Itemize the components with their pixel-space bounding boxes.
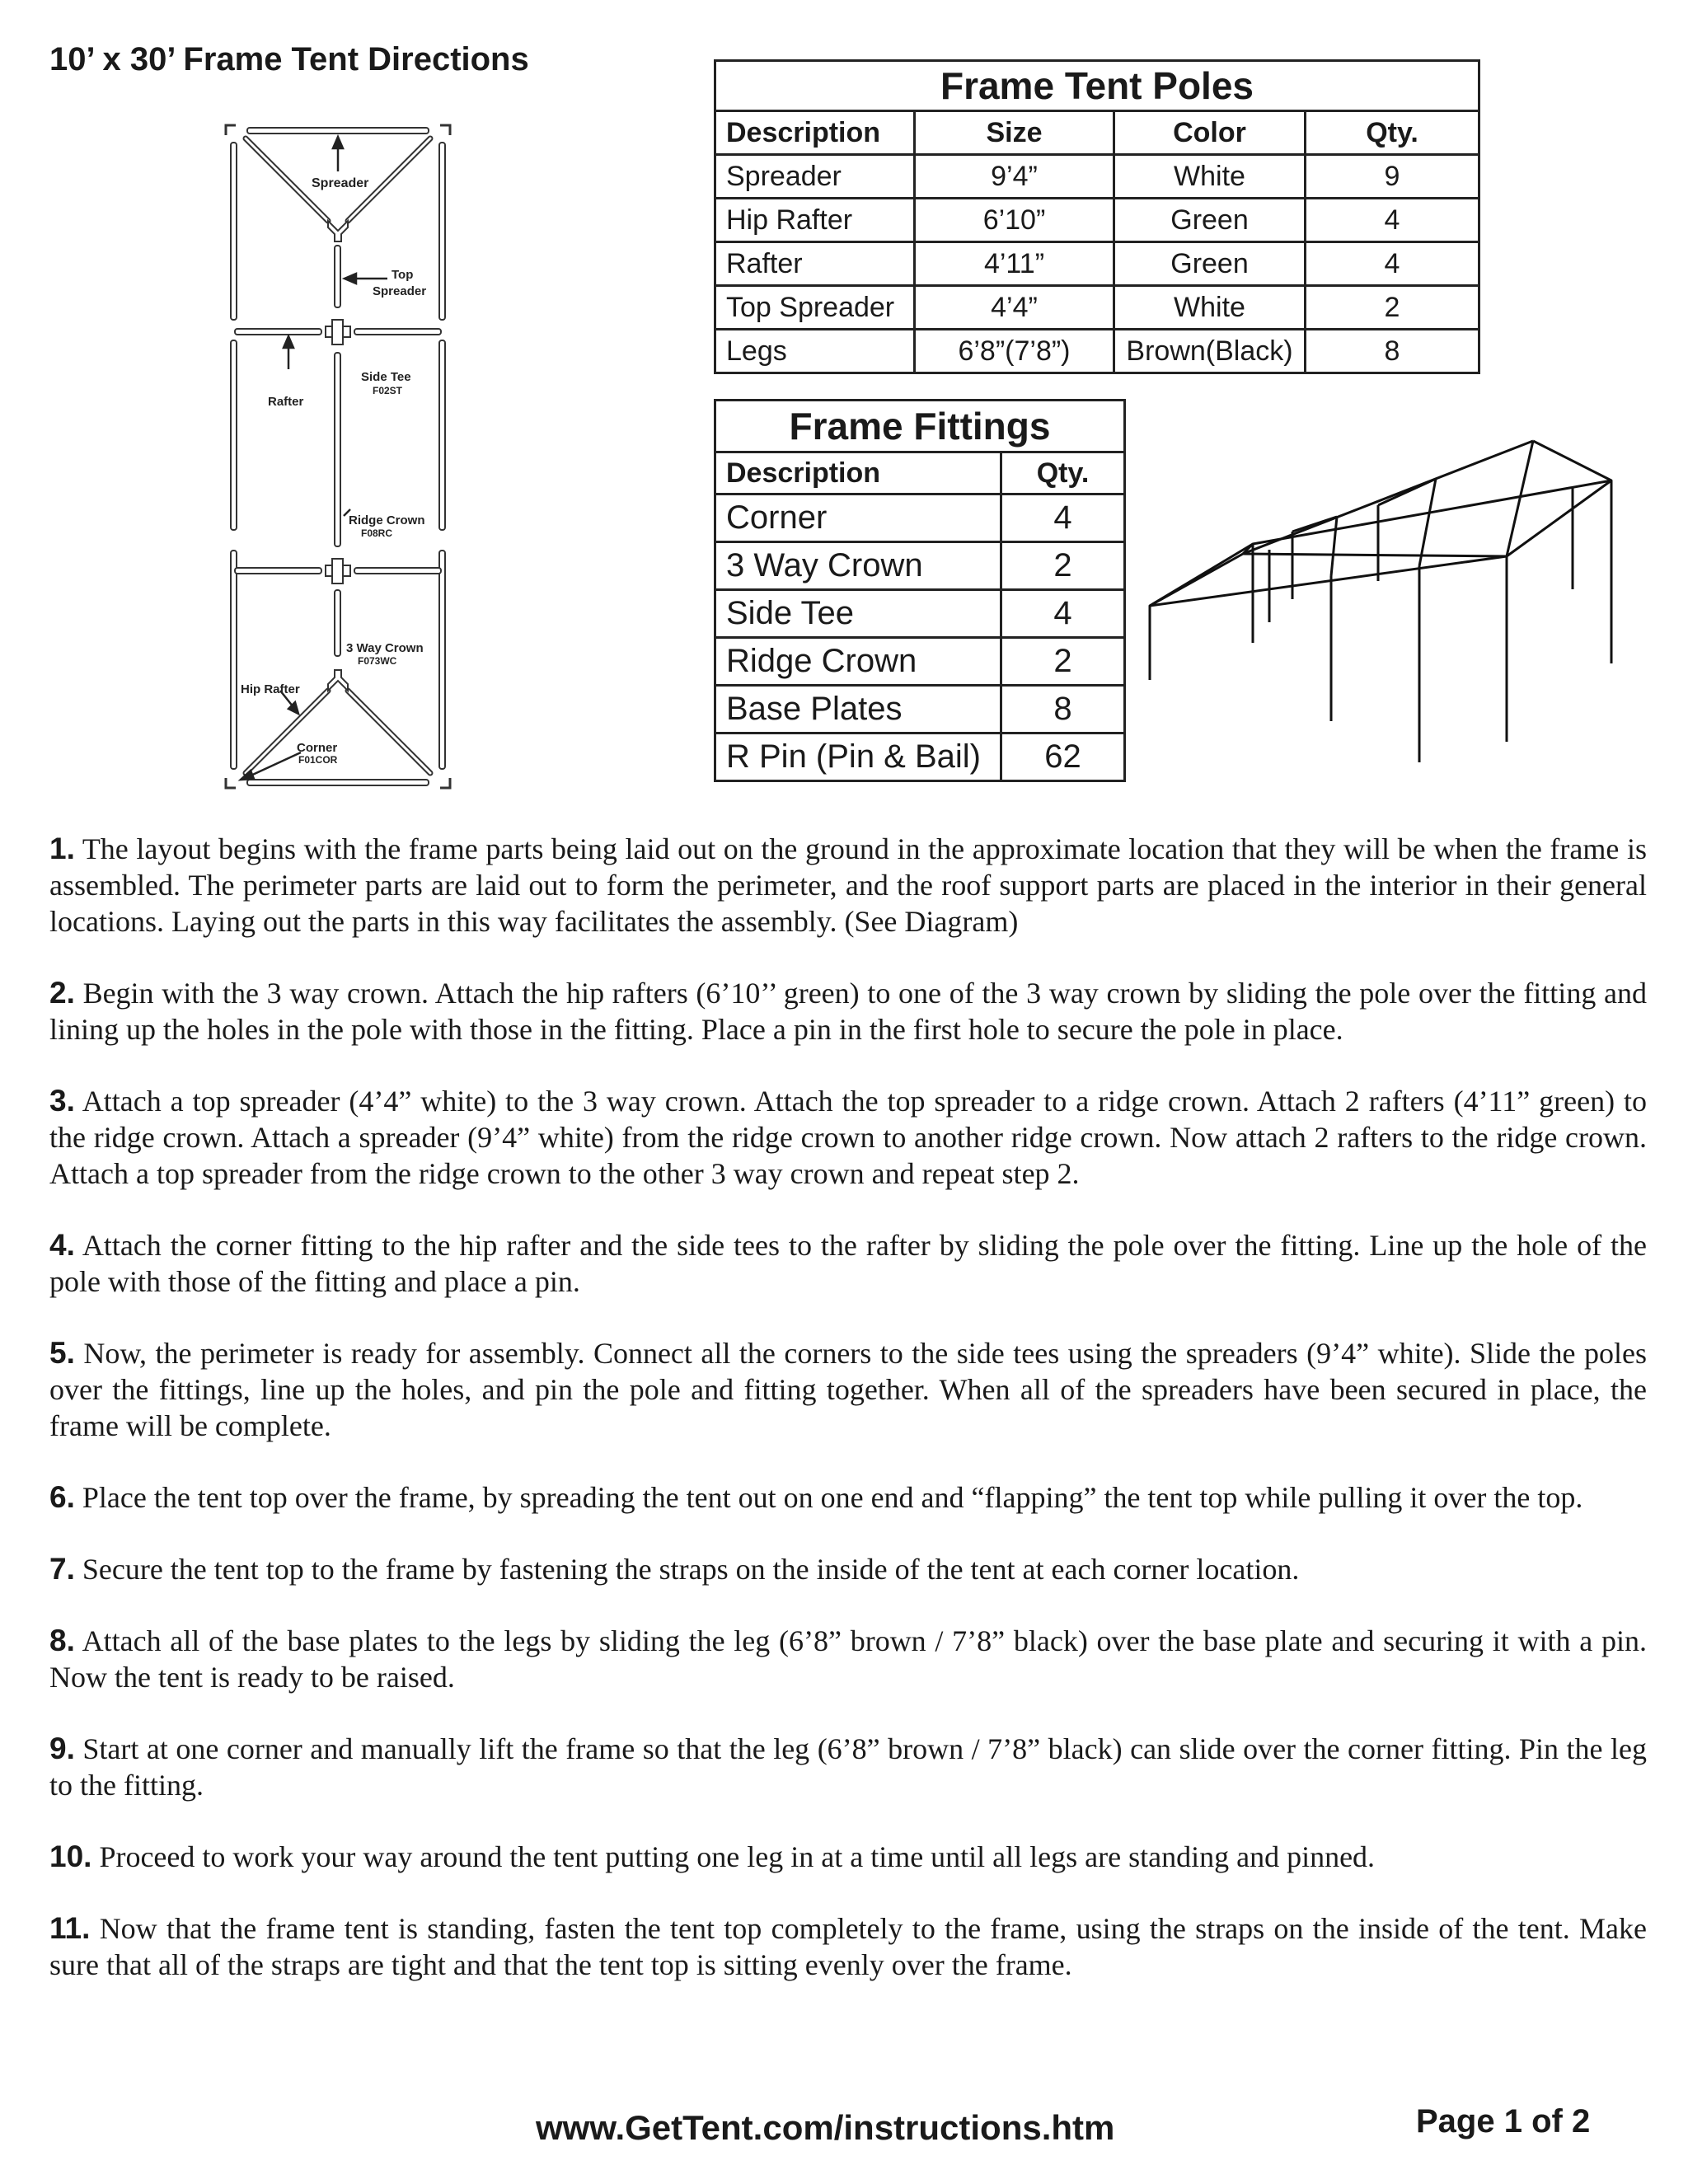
poles-col-description: Description — [715, 111, 915, 155]
pole-size: 9’4” — [915, 155, 1114, 199]
fittings-table — [714, 399, 1126, 782]
table-row — [715, 199, 1479, 242]
step-text: The layout begins with the frame parts being laid out on the ground in the approximate location that they will be when the frame is assembled. The perimeter parts are laid out to form the perimeter, and the roof support parts are placed in the interior in their general locations. Laying out the parts in this way facilitates the assembly. (See Diagram) — [49, 832, 1647, 938]
label-side-tee: Side Tee — [361, 370, 411, 384]
assembly-steps — [49, 831, 1647, 2018]
fitting-description: 3 Way Crown — [715, 542, 1001, 590]
label-corner-code: F01COR — [298, 754, 338, 766]
pole-description: Rafter — [715, 242, 915, 286]
fitting-description: Ridge Crown — [715, 638, 1001, 686]
poles-table-caption: Frame Tent Poles — [715, 61, 1479, 111]
page-title: 10’ x 30’ Frame Tent Directions — [49, 41, 529, 77]
page-number: Page 1 of 2 — [1416, 2103, 1591, 2139]
table-row — [715, 494, 1125, 542]
poles-col-size: Size — [915, 111, 1114, 155]
pole-qty: 4 — [1306, 199, 1479, 242]
table-row — [715, 542, 1125, 590]
step-text: Attach a top spreader (4’4” white) to the 3 way crown. Attach the top spreader to a ridge crown. Attach 2 rafters (4’11” green) to the ridge crown. Attach a spreader (9’4” white) from the ridge crown to another ridge crown. Now attach 2 rafters to the ridge crown. Attach a top spreader from the ridge crown to the other 3 way crown and repeat step 2. — [49, 1085, 1647, 1190]
table-row — [715, 155, 1479, 199]
step-2 — [49, 975, 1647, 1047]
fitting-qty: 2 — [1001, 638, 1125, 686]
pole-description: Top Spreader — [715, 286, 915, 330]
fittings-table-caption: Frame Fittings — [715, 401, 1125, 452]
step-3 — [49, 1083, 1647, 1192]
step-number: 1. — [49, 832, 75, 865]
step-text: Proceed to work your way around the tent putting one leg in at a time until all legs are standing and pinned. — [91, 1840, 1376, 1873]
table-row — [715, 686, 1125, 733]
fittings-table-header-row — [715, 452, 1125, 494]
table-row — [715, 330, 1479, 373]
step-7 — [49, 1551, 1647, 1587]
label-rafter: Rafter — [268, 395, 304, 409]
step-5 — [49, 1335, 1647, 1444]
step-text: Now that the frame tent is standing, fasten the tent top completely to the frame, using the straps on the inside of the tent. Make sure that all of the straps are tight and that the tent top is sitting evenly over the frame. — [49, 1912, 1647, 1981]
label-top-spreader: Spreader — [373, 284, 427, 298]
step-11 — [49, 1910, 1647, 1983]
fitting-qty: 4 — [1001, 494, 1125, 542]
step-text: Begin with the 3 way crown. Attach the hip rafters (6’10’’ green) to one of the 3 way crown by sliding the pole over the fitting and lining up the holes in the pole with those in the fitting. Place a pin in the first hole to secure the pole in place. — [49, 977, 1647, 1046]
pole-color: Green — [1114, 199, 1306, 242]
pole-color: White — [1114, 286, 1306, 330]
fitting-qty: 4 — [1001, 590, 1125, 638]
step-text: Place the tent top over the frame, by spreading the tent out on one end and “flapping” the tent top while pulling it over the top. — [74, 1481, 1583, 1514]
fitting-qty: 8 — [1001, 686, 1125, 733]
label-3-way-crown-code: F073WC — [358, 655, 397, 667]
step-number: 4. — [49, 1228, 75, 1262]
pole-description: Spreader — [715, 155, 915, 199]
step-10 — [49, 1839, 1647, 1875]
pole-size: 6’10” — [915, 199, 1114, 242]
step-number: 10. — [49, 1840, 92, 1873]
table-row — [715, 590, 1125, 638]
step-number: 9. — [49, 1732, 75, 1765]
poles-col-qty: Qty. — [1306, 111, 1479, 155]
label-ridge-crown: Ridge Crown — [349, 513, 425, 527]
label-3-way-crown: 3 Way Crown — [346, 641, 424, 655]
step-8 — [49, 1623, 1647, 1695]
step-number: 2. — [49, 976, 75, 1010]
fitting-description: Corner — [715, 494, 1001, 542]
step-1 — [49, 831, 1647, 940]
step-number: 3. — [49, 1084, 75, 1118]
poles-col-color: Color — [1114, 111, 1306, 155]
fitting-description: Side Tee — [715, 590, 1001, 638]
fitting-description: R Pin (Pin & Bail) — [715, 733, 1001, 781]
table-row — [715, 286, 1479, 330]
pole-description: Hip Rafter — [715, 199, 915, 242]
fitting-qty: 62 — [1001, 733, 1125, 781]
frame-illustration — [1146, 408, 1632, 771]
label-hip-rafter: Hip Rafter — [241, 682, 300, 696]
layout-diagram — [223, 122, 453, 798]
label-top: Top — [392, 268, 414, 282]
step-text: Secure the tent top to the frame by fastening the straps on the inside of the tent at each corner location. — [74, 1553, 1300, 1586]
fitting-description: Base Plates — [715, 686, 1001, 733]
step-text: Attach the corner fitting to the hip rafter and the side tees to the rafter by sliding the pole over the fitting. Line up the hole of the pole with those of the fitting and place a pin. — [49, 1229, 1647, 1298]
pole-color: White — [1114, 155, 1306, 199]
table-row — [715, 638, 1125, 686]
step-number: 5. — [49, 1336, 75, 1370]
step-number: 11. — [49, 1911, 91, 1945]
table-row — [715, 242, 1479, 286]
fittings-col-qty: Qty. — [1001, 452, 1125, 494]
step-text: Attach all of the base plates to the legs by sliding the leg (6’8” brown / 7’8” black) over the base plate and securing it with a pin. Now the tent is ready to be raised. — [49, 1624, 1647, 1694]
pole-size: 4’11” — [915, 242, 1114, 286]
step-number: 8. — [49, 1624, 75, 1657]
fittings-col-description: Description — [715, 452, 1001, 494]
step-text: Start at one corner and manually lift the frame so that the leg (6’8” brown / 7’8” black) can slide over the corner fitting. Pin the leg to the fitting. — [49, 1732, 1647, 1802]
step-6 — [49, 1479, 1647, 1516]
step-number: 7. — [49, 1552, 75, 1586]
step-number: 6. — [49, 1480, 75, 1514]
pole-color: Brown(Black) — [1114, 330, 1306, 373]
label-spreader: Spreader — [312, 176, 369, 190]
pole-qty: 2 — [1306, 286, 1479, 330]
table-row — [715, 733, 1125, 781]
poles-table-header-row — [715, 111, 1479, 155]
pole-qty: 4 — [1306, 242, 1479, 286]
pole-size: 6’8”(7’8”) — [915, 330, 1114, 373]
step-9 — [49, 1731, 1647, 1803]
poles-table — [714, 59, 1480, 374]
fitting-qty: 2 — [1001, 542, 1125, 590]
step-text: Now, the perimeter is ready for assembly. Connect all the corners to the side tees using the spreaders (9’4” white). Slide the poles over the fittings, line up the holes, and pin the pole and fitting together. When all of the spreaders have been secured in place, the frame will be complete. — [49, 1337, 1647, 1442]
footer-url: www.GetTent.com/instructions.htm — [536, 2108, 1115, 2147]
step-4 — [49, 1227, 1647, 1300]
pole-qty: 9 — [1306, 155, 1479, 199]
pole-size: 4’4” — [915, 286, 1114, 330]
label-side-tee-code: F02ST — [373, 385, 403, 396]
label-ridge-crown-code: F08RC — [361, 527, 393, 539]
pole-color: Green — [1114, 242, 1306, 286]
label-corner: Corner — [297, 741, 338, 755]
pole-description: Legs — [715, 330, 915, 373]
pole-qty: 8 — [1306, 330, 1479, 373]
